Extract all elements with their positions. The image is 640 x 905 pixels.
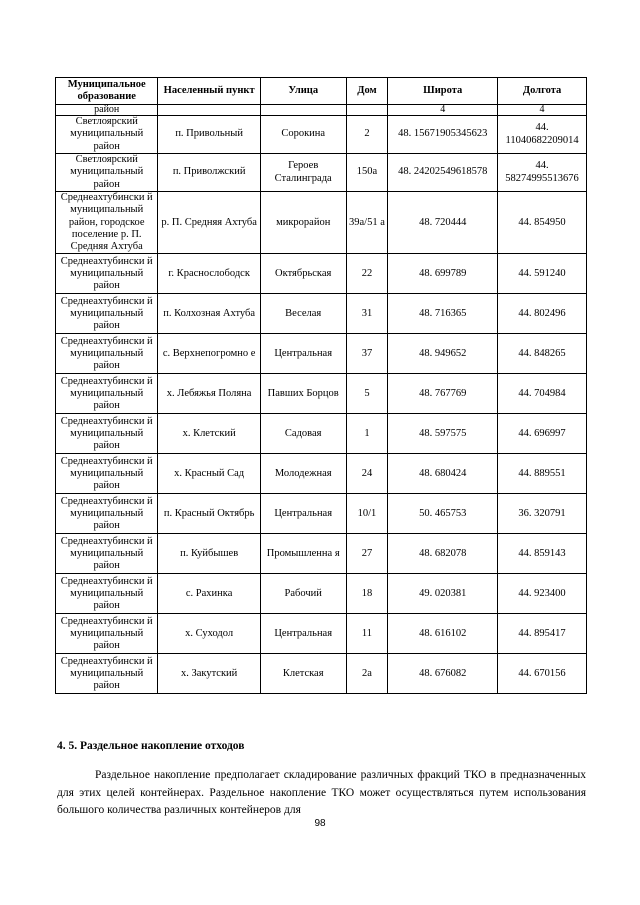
table-cell: 1 (346, 414, 388, 454)
section-heading: 4. 5. Раздельное накопление отходов (57, 740, 245, 752)
table-cell: 44. 670156 (498, 654, 587, 694)
table-cell: 48. 15671905345623 (388, 116, 498, 154)
table-cell: п. Приволжский (158, 154, 260, 192)
table-cell: 44. 696997 (498, 414, 587, 454)
table-cell: г. Краснослободск (158, 254, 260, 294)
table-cell: 37 (346, 334, 388, 374)
table-cell: Рабочий (260, 574, 346, 614)
table-cell: 5 (346, 374, 388, 414)
table-cell: 2а (346, 654, 388, 694)
table-row (56, 534, 587, 574)
table-cell: 22 (346, 254, 388, 294)
table-cell: 4 (388, 105, 498, 116)
table-cell: 39а/51 а (346, 192, 388, 254)
table-cell (260, 105, 346, 116)
table-cell: Среднеахтубински й муниципальный район, городское поселение р. П. Средняя Ахтуба (56, 192, 158, 254)
table-cell: х. Красный Сад (158, 454, 260, 494)
table-cell: Сорокина (260, 116, 346, 154)
table-cell: с. Рахинка (158, 574, 260, 614)
table-cell: 44. 11040682209014 (498, 116, 587, 154)
table-cell: 48. 680424 (388, 454, 498, 494)
container-sites-table (55, 77, 587, 694)
page-number: 98 (314, 818, 326, 829)
table-cell: 48. 720444 (388, 192, 498, 254)
table-row (56, 254, 587, 294)
table-cell: район (56, 105, 158, 116)
table-cell: 48. 682078 (388, 534, 498, 574)
table-row (56, 192, 587, 254)
table-cell: 44. 704984 (498, 374, 587, 414)
table-cell: 48. 767769 (388, 374, 498, 414)
table-cell: х. Клетский (158, 414, 260, 454)
header-house: Дом (346, 78, 388, 105)
table-row (56, 614, 587, 654)
table-cell: с. Верхнепогромно е (158, 334, 260, 374)
table-header-row (56, 78, 587, 105)
table-cell: Светлоярский муниципальный район (56, 116, 158, 154)
table-cell: Октябрьская (260, 254, 346, 294)
table-cell: 10/1 (346, 494, 388, 534)
table-cell: 44. 802496 (498, 294, 587, 334)
table-cell: 44. 848265 (498, 334, 587, 374)
table-cell: х. Лебяжья Поляна (158, 374, 260, 414)
table-cell: 48. 716365 (388, 294, 498, 334)
table-cell: 44. 895417 (498, 614, 587, 654)
table-cell: р. П. Средняя Ахтуба (158, 192, 260, 254)
table-cell: 18 (346, 574, 388, 614)
table-cell: микрорайон (260, 192, 346, 254)
table-cell: Среднеахтубински й муниципальный район (56, 494, 158, 534)
body-paragraph: Раздельное накопление предполагает складирование различных фракций ТКО в предназначенных для этих целей контейнерах. Раздельное накопление ТКО может осуществляться путем использования большого количества различных контейнеров для (57, 769, 586, 816)
table-cell: 27 (346, 534, 388, 574)
table-cell: 4 (498, 105, 587, 116)
table-cell: 48. 597575 (388, 414, 498, 454)
header-settlement: Населенный пункт (158, 78, 260, 105)
table-cell: 24 (346, 454, 388, 494)
table-cell: 44. 859143 (498, 534, 587, 574)
table-cell: 44. 923400 (498, 574, 587, 614)
table-cell: 36. 320791 (498, 494, 587, 534)
header-longitude: Долгота (498, 78, 587, 105)
table-cell: п. Колхозная Ахтуба (158, 294, 260, 334)
header-municipality: Муниципальное образование (56, 78, 158, 105)
table-cell: Центральная (260, 614, 346, 654)
table-cell: 44. 854950 (498, 192, 587, 254)
table-cell: Среднеахтубински й муниципальный район (56, 374, 158, 414)
table-cell: Среднеахтубински й муниципальный район (56, 294, 158, 334)
table-cell: 2 (346, 116, 388, 154)
table-cell: Героев Сталинграда (260, 154, 346, 192)
table-row (56, 574, 587, 614)
table-continuation-row (56, 105, 587, 116)
table-cell (346, 105, 388, 116)
table-cell: Промышленна я (260, 534, 346, 574)
table-cell: Молодежная (260, 454, 346, 494)
table-cell: Среднеахтубински й муниципальный район (56, 654, 158, 694)
table-cell: 44. 591240 (498, 254, 587, 294)
table-cell: х. Закутский (158, 654, 260, 694)
table-cell: Павших Борцов (260, 374, 346, 414)
table-row (56, 374, 587, 414)
table-cell (158, 105, 260, 116)
table-cell: 44. 889551 (498, 454, 587, 494)
table-cell: п. Привольный (158, 116, 260, 154)
table-cell: Среднеахтубински й муниципальный район (56, 454, 158, 494)
table-row (56, 454, 587, 494)
table-cell: 49. 020381 (388, 574, 498, 614)
table-cell: х. Суходол (158, 614, 260, 654)
table-cell: Среднеахтубински й муниципальный район (56, 534, 158, 574)
table-cell: 48. 949652 (388, 334, 498, 374)
header-street: Улица (260, 78, 346, 105)
table-cell: Светлоярский муниципальный район (56, 154, 158, 192)
table-cell: 48. 699789 (388, 254, 498, 294)
table-cell: Среднеахтубински й муниципальный район (56, 254, 158, 294)
table-cell: 44. 58274995513676 (498, 154, 587, 192)
table-cell: Среднеахтубински й муниципальный район (56, 414, 158, 454)
table-cell: Центральная (260, 334, 346, 374)
table-row (56, 294, 587, 334)
table-cell: 50. 465753 (388, 494, 498, 534)
table-cell: Клетская (260, 654, 346, 694)
table-cell: 31 (346, 294, 388, 334)
table-cell: Веселая (260, 294, 346, 334)
table-cell: 11 (346, 614, 388, 654)
table-cell: Среднеахтубински й муниципальный район (56, 614, 158, 654)
table-cell: Садовая (260, 414, 346, 454)
header-latitude: Широта (388, 78, 498, 105)
table-row (56, 494, 587, 534)
table-cell: 48. 676082 (388, 654, 498, 694)
table-row (56, 334, 587, 374)
table-row (56, 654, 587, 694)
table-cell: 48. 616102 (388, 614, 498, 654)
table-cell: п. Куйбышев (158, 534, 260, 574)
table-row (56, 414, 587, 454)
table-cell: п. Красный Октябрь (158, 494, 260, 534)
table-cell: Среднеахтубински й муниципальный район (56, 574, 158, 614)
table-cell: Центральная (260, 494, 346, 534)
table-cell: 48. 24202549618578 (388, 154, 498, 192)
table-cell: 150а (346, 154, 388, 192)
table-row (56, 116, 587, 154)
table-row (56, 154, 587, 192)
table-cell: Среднеахтубински й муниципальный район (56, 334, 158, 374)
